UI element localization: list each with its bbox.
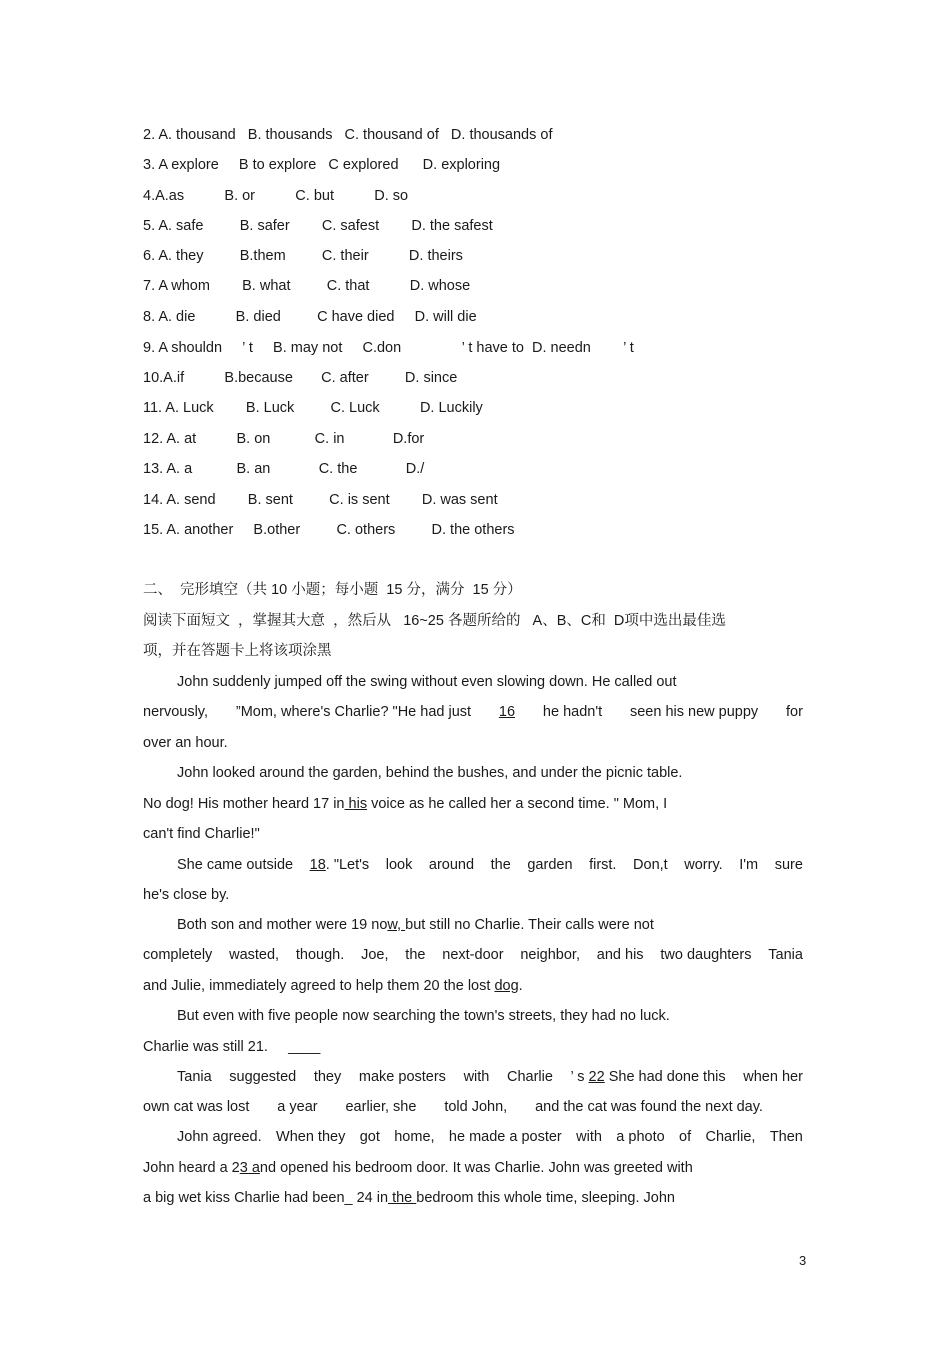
option-line-12: 12. A. at B. on C. in D.for — [143, 431, 425, 447]
blank-22: 22 — [588, 1069, 605, 1085]
instruction-line-1: 阅读下面短文 ，掌握其大意 ，然后从 16~25 各题所给的 A、B、C和 D项中选出最佳选 — [143, 613, 726, 629]
instruction-line-2: 项，并在答题卡上将该项涂黑 — [143, 643, 332, 659]
passage-line: and Julie, immediately agreed to help them 20 the lost dog. — [143, 978, 523, 994]
section-heading: 二、 完形填空（共 10 小题；每小题 15 分，满分 15 分） — [143, 582, 522, 598]
passage-line: Charlie was still 21. ____ — [143, 1039, 321, 1055]
option-line-2: 2. A. thousand B. thousands C. thousand of D. thousands of — [143, 127, 553, 143]
passage-line: John agreed. When they got home, he made a poster with a photo of Charlie, Then — [177, 1129, 803, 1145]
option-line-6: 6. A. they B.them C. their D. theirs — [143, 248, 463, 264]
option-line-10: 10.A.if B.because C. after D. since — [143, 370, 458, 386]
passage-line: Tania suggested they make posters with Charlie ’ s 22 She had done this when her — [177, 1069, 803, 1085]
passage-line: John looked around the garden, behind the bushes, and under the picnic table. — [177, 765, 683, 781]
option-line-9: 9. A shouldn ’ t B. may not C.don ’ t have to D. needn ’ t — [143, 340, 634, 356]
passage-line: John heard a 23 and opened his bedroom door. It was Charlie. John was greeted with — [143, 1160, 693, 1176]
option-line-8: 8. A. die B. died C have died D. will die — [143, 309, 477, 325]
passage-line: he's close by. — [143, 887, 230, 903]
passage-line: can't find Charlie!" — [143, 826, 260, 842]
option-line-14: 14. A. send B. sent C. is sent D. was sent — [143, 492, 498, 508]
blank-16: 16 — [498, 704, 516, 720]
option-line-13: 13. A. a B. an C. the D./ — [143, 461, 425, 477]
option-line-15: 15. A. another B.other C. others D. the others — [143, 522, 515, 538]
passage-line: John suddenly jumped off the swing without even slowing down. He called out — [177, 674, 677, 690]
passage-line: Both son and mother were 19 now, but still no Charlie. Their calls were not — [177, 917, 654, 933]
passage-line: nervously, ”Mom, where's Charlie? "He had just 16 he hadn't seen his new puppy for — [143, 704, 803, 720]
passage-line: No dog! His mother heard 17 in his voice as he called her a second time. " Mom, I — [143, 796, 668, 812]
blank-18: 18 — [309, 857, 326, 873]
blank-21: ____ — [288, 1039, 321, 1055]
passage-line: She came outside 18. "Let's look around the garden first. Don,t worry. I'm sure — [177, 857, 803, 873]
page-number: 3 — [799, 1253, 807, 1268]
passage-line: But even with five people now searching the town's streets, they had no luck. — [177, 1008, 670, 1024]
option-line-11: 11. A. Luck B. Luck C. Luck D. Luckily — [143, 400, 483, 416]
option-line-7: 7. A whom B. what C. that D. whose — [143, 278, 471, 294]
passage-line: over an hour. — [143, 735, 228, 751]
option-line-4: 4.A.as B. or C. but D. so — [143, 188, 409, 204]
passage-line: own cat was lost a year earlier, she told John, and the cat was found the next day. — [143, 1099, 763, 1115]
option-line-5: 5. A. safe B. safer C. safest D. the safest — [143, 218, 493, 234]
option-line-3: 3. A explore B to explore C explored D. exploring — [143, 157, 501, 173]
passage-line: completely wasted, though. Joe, the next-door neighbor, and his two daughters Tania — [143, 947, 803, 963]
passage-line: a big wet kiss Charlie had been_ 24 in the bedroom this whole time, sleeping. John — [143, 1190, 675, 1206]
